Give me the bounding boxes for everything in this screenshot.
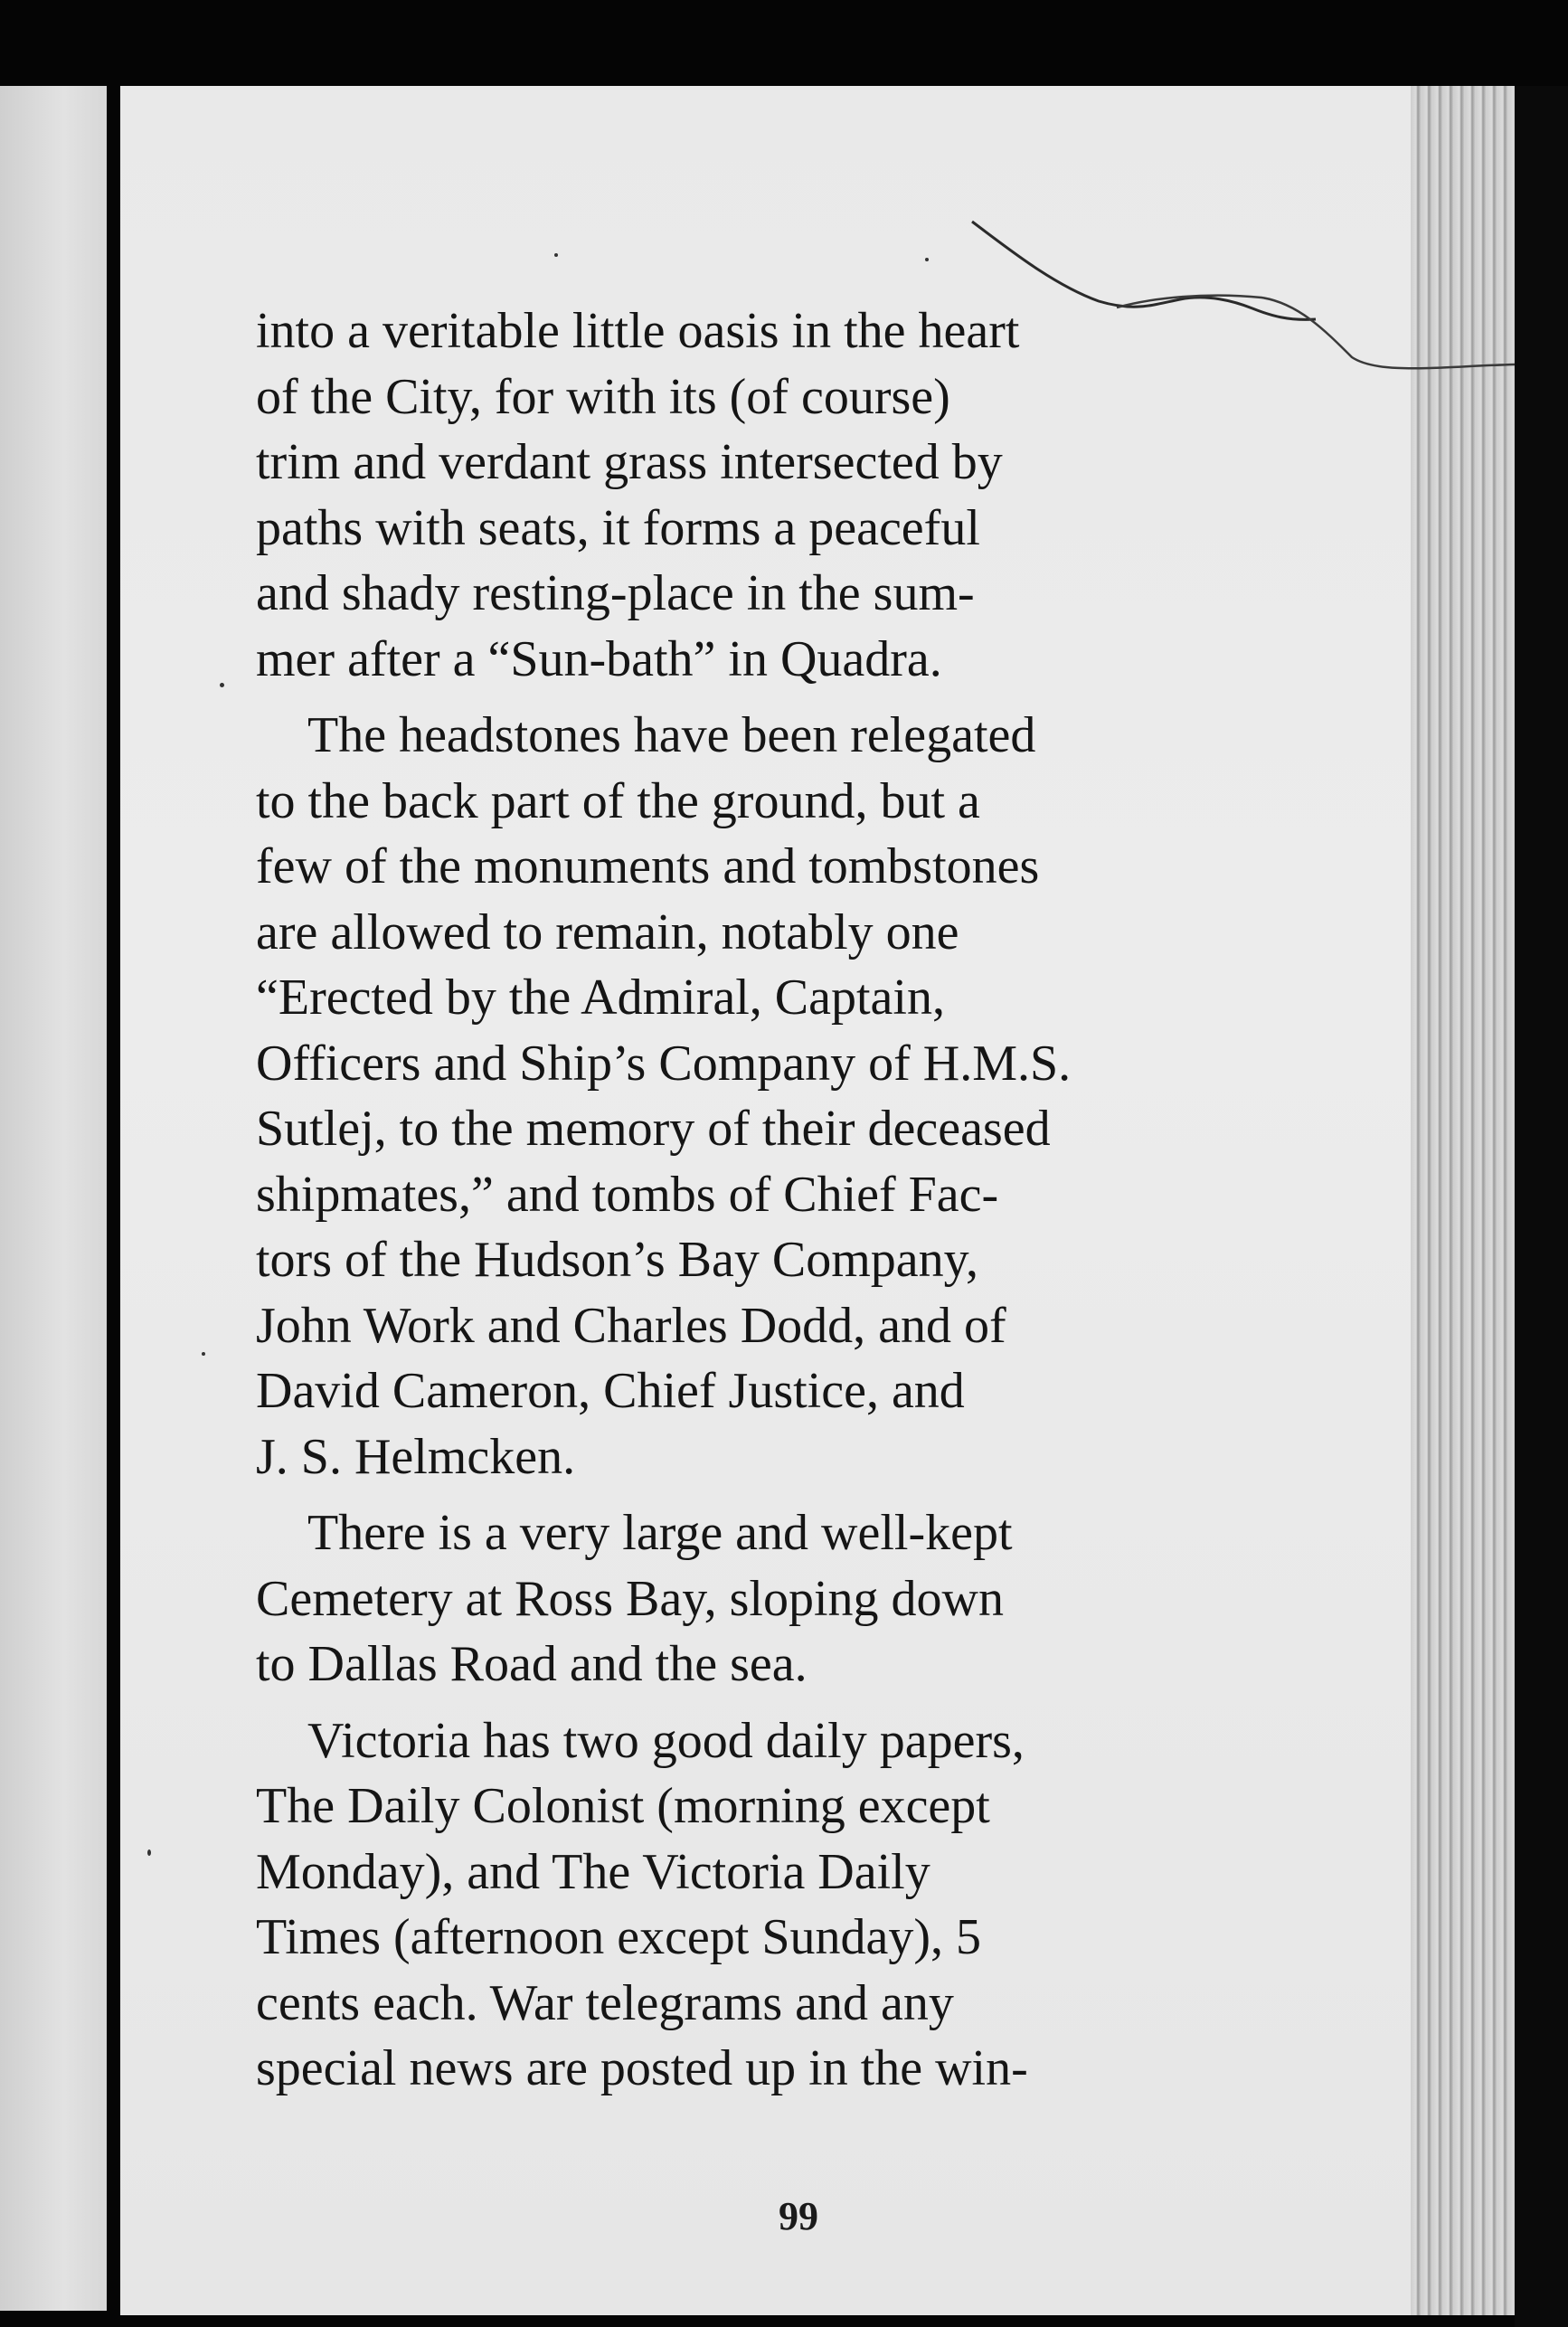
- text-line: David Cameron, Chief Justice, and: [256, 1363, 965, 1419]
- text-line: to Dallas Road and the sea.: [256, 1636, 808, 1692]
- text-line: mer after a “Sun-bath” in Quadra.: [256, 630, 942, 687]
- text-line: tors of the Hudson’s Bay Company,: [256, 1232, 978, 1288]
- text-line: cents each. War telegrams and any: [256, 1974, 954, 2031]
- paragraph-2: [256, 703, 1334, 1490]
- text-line: John Work and Charles Dodd, and of: [256, 1297, 1006, 1354]
- text-line: Times (afternoon except Sunday), 5: [256, 1909, 981, 1965]
- dust-speck: [220, 683, 224, 687]
- dust-speck: [554, 253, 558, 257]
- hair-strand: [972, 222, 1515, 384]
- text-line: to the back part of the ground, but a: [256, 772, 980, 829]
- paragraph-3: [256, 1500, 1334, 1698]
- text-line: Sutlej, to the memory of their deceased: [256, 1101, 1051, 1157]
- text-line: of the City, for with its (of course): [256, 368, 950, 425]
- text-line: trim and verdant grass intersected by: [256, 434, 1003, 490]
- text-line: special news are posted up in the win-: [256, 2040, 1028, 2096]
- text-line: shipmates,” and tombs of Chief Fac-: [256, 1166, 999, 1223]
- page-number: 99: [779, 2194, 818, 2238]
- dust-speck: [925, 258, 929, 261]
- text-line: J. S. Helmcken.: [256, 1428, 576, 1485]
- dust-speck: [202, 1352, 205, 1356]
- scan-border: [1515, 86, 1568, 2327]
- paragraph-4: [256, 1708, 1334, 2102]
- body-text: [256, 298, 1334, 2113]
- text-line: Victoria has two good daily papers,: [307, 1712, 1025, 1769]
- binding-edge: [1411, 86, 1515, 2315]
- text-line: The Daily Colonist (morning except: [256, 1778, 990, 1834]
- text-line: Officers and Ship’s Company of H.M.S.: [256, 1035, 1072, 1092]
- text-line: Cemetery at Ross Bay, sloping down: [256, 1570, 1004, 1627]
- text-line: paths with seats, it forms a peaceful: [256, 499, 980, 556]
- book-page: [120, 86, 1459, 2315]
- facing-page-edge: [0, 86, 107, 2311]
- text-line: “Erected by the Admiral, Captain,: [256, 970, 945, 1026]
- text-line: Monday), and The Victoria Daily: [256, 1843, 930, 1900]
- text-line: The headstones have been relegated: [307, 707, 1036, 763]
- text-line: There is a very large and well-kept: [307, 1505, 1013, 1561]
- text-line: and shady resting-place in the sum-: [256, 565, 975, 621]
- text-line: are allowed to remain, notably one: [256, 903, 959, 960]
- text-line: into a veritable little oasis in the heart: [256, 303, 1020, 359]
- dust-speck: [147, 1849, 151, 1856]
- text-line: few of the monuments and tombstones: [256, 838, 1040, 894]
